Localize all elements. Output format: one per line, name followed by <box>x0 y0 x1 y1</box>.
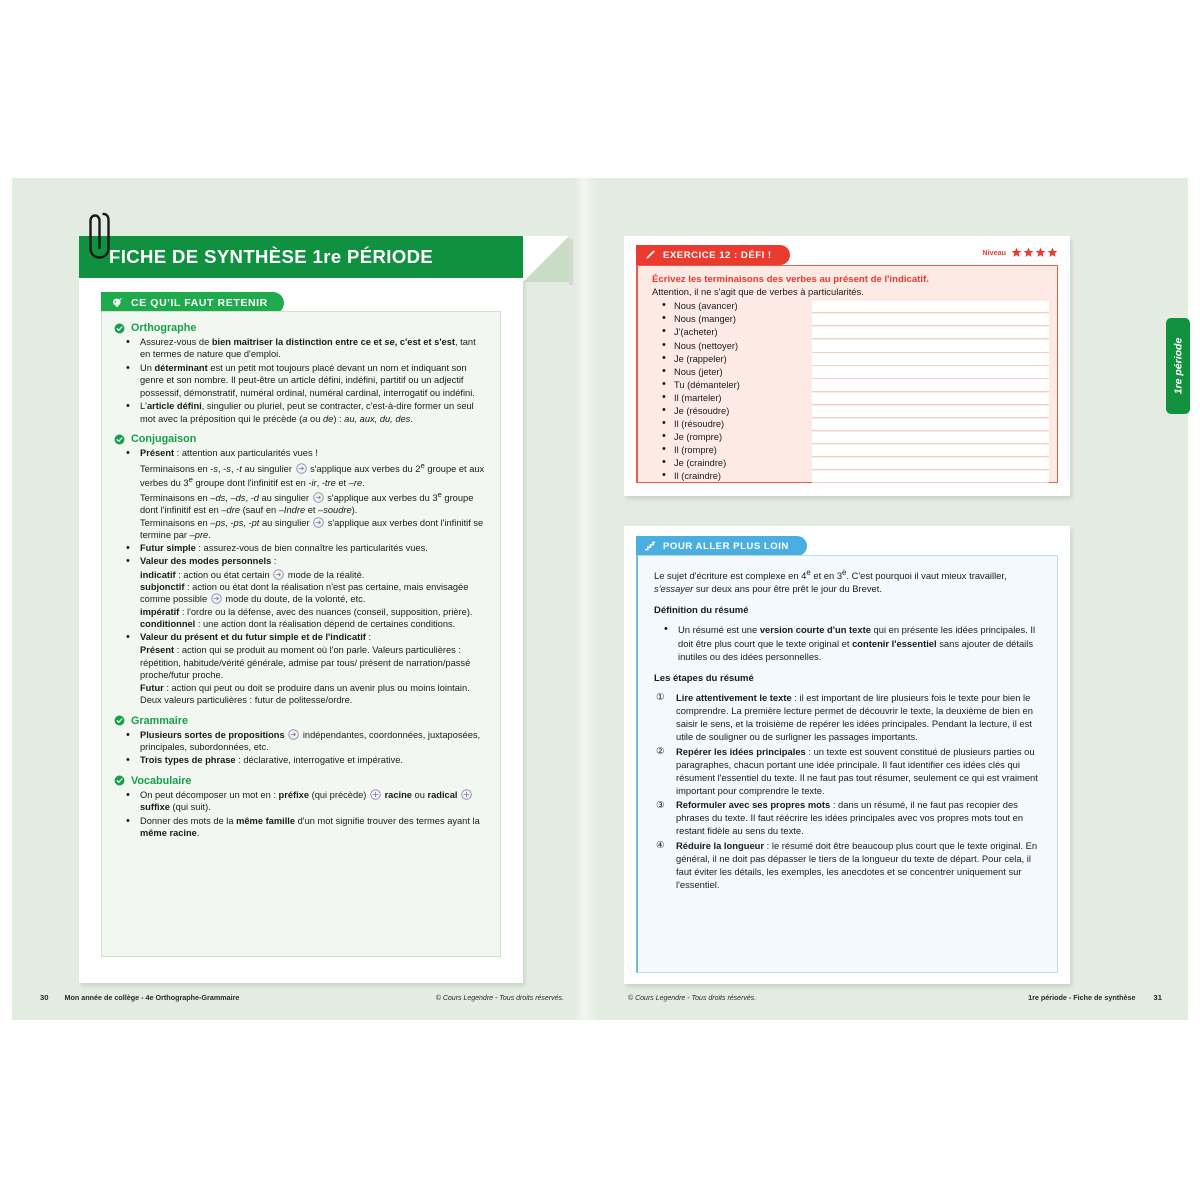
arrow-circle-icon <box>273 569 284 580</box>
exercise-answer-field[interactable] <box>812 340 1049 352</box>
exercise-card <box>624 236 1070 496</box>
synthesis-banner <box>79 236 523 278</box>
arrow-circle-icon <box>313 492 324 503</box>
star-rating <box>1011 247 1058 258</box>
continuation-line: impératif : l'ordre ou la défense, avec des nuances (conseil, supposition, prière). <box>140 606 473 617</box>
right-page <box>600 178 1188 1020</box>
exercise-row <box>652 470 1049 483</box>
retenir-section <box>114 775 488 840</box>
continuation-line: conditionnel : une action dont la réalisation dépend de certaines conditions. <box>140 619 456 630</box>
section-title-label: Orthographe <box>131 322 197 334</box>
exercise-item-label: • Il (rompre) <box>652 444 812 457</box>
exercise-item-label: • Nous (nettoyer) <box>652 340 812 353</box>
section-title <box>114 433 488 445</box>
exercise-item-label: • Il (craindre) <box>652 470 812 483</box>
section-title-label: Vocabulaire <box>131 774 192 787</box>
exercise-row <box>652 405 1049 418</box>
pal-step-number: ② <box>656 746 665 758</box>
side-tab-label: 1re période <box>1172 337 1185 395</box>
exercise-row <box>652 300 1049 313</box>
exercise-subinstruction: Attention, il ne s'agit que de verbes à particularités. <box>652 286 864 298</box>
bullet-item: • Trois types de phrase : déclarative, interrogative et impérative. <box>114 754 488 766</box>
section-title <box>114 775 488 787</box>
right-page-number: 31 <box>1153 993 1162 1002</box>
bullet-item: • Présent : attention aux particularités vues ! <box>114 447 488 459</box>
right-footer-copyright: © Cours Legendre - Tous droits réservés. <box>628 995 757 1002</box>
exercise-answer-field[interactable] <box>812 432 1049 444</box>
side-tab-periode[interactable] <box>1166 318 1190 414</box>
exercise-item-label: • Nous (avancer) <box>652 300 812 313</box>
star-icon <box>1023 247 1034 258</box>
left-page-number: 30 <box>40 993 49 1002</box>
pal-step-number: ① <box>656 692 665 704</box>
exercise-row <box>652 313 1049 326</box>
exercise-row <box>652 326 1049 339</box>
retenir-section <box>114 433 488 706</box>
retenir-card <box>79 278 523 983</box>
exercise-rows <box>652 300 1049 483</box>
exercise-tab-label: EXERCICE 12 : DÉFI ! <box>663 249 772 261</box>
section-title <box>114 322 488 334</box>
bullet-item: • Valeur des modes personnels : <box>114 555 488 567</box>
exercise-answer-field[interactable] <box>812 393 1049 405</box>
pal-heading-2: Les étapes du résumé <box>654 672 754 684</box>
exercise-answer-field[interactable] <box>812 314 1049 326</box>
banner-fold-edge <box>569 239 573 285</box>
section-title-label: Conjugaison <box>131 433 197 446</box>
retenir-tab-label: CE QU'IL FAUT RETENIR <box>131 297 268 309</box>
book-spread <box>12 178 1188 1020</box>
exercise-row <box>652 366 1049 379</box>
exercise-item-label: • Je (craindre) <box>652 457 812 470</box>
star-icon <box>1035 247 1046 258</box>
bullet-item: • Plusieurs sortes de propositions indépendantes, coordonnées, juxtaposées, principales, subordonnées, etc. <box>114 729 488 754</box>
retenir-section <box>114 322 488 425</box>
pal-heading-1: Définition du résumé <box>654 605 749 617</box>
bullet-item: • Valeur du présent et du futur simple et de l'indicatif : <box>114 631 488 643</box>
check-circle-icon <box>114 434 125 445</box>
exercise-instruction: Écrivez les terminaisons des verbes au présent de l'indicatif. <box>652 274 929 285</box>
continuation-line: Présent : action qui se produit au moment où l'on parle. Valeurs particulières : répétition, habitude/vérité générale, admise par tous/ présent de narration/passé proche/futur proche. <box>140 645 471 681</box>
arrow-circle-icon <box>211 593 222 604</box>
page-title: FICHE DE SYNTHÈSE 1re PÉRIODE <box>109 246 434 267</box>
exercise-row <box>652 353 1049 366</box>
continuation-line: indicatif : action ou état certain mode de la réalité. <box>140 569 365 580</box>
continuation-line: Terminaisons en –ds, –ds, -d au singulier s'applique aux verbes du 3e groupe dont l'infinitif est en –dre (sauf en –Indre et –soudre). <box>140 489 474 516</box>
exercise-item-label: • Je (rompre) <box>652 431 812 444</box>
exercise-answer-field[interactable] <box>812 379 1049 391</box>
paperclip-icon <box>85 208 111 262</box>
pal-intro: Le sujet d'écriture est complexe en 4e et en 3e. C'est pourquoi il vaut mieux travailler, s'essayer sur deux ans pour être prêt le jour du Brevet. <box>654 568 1007 595</box>
arrow-circle-icon <box>313 517 324 528</box>
bullet-item: • Un déterminant est un petit mot toujours placé devant un nom et indiquant son genre et son nombre. Il peut-être un article défini, indéfini, partitif ou un adjectif possessif, démonstratif, numéral ordinal, numéral cardinal, interrogatif ou indéfini. <box>114 362 488 399</box>
left-page <box>12 178 600 1020</box>
exercise-tab <box>636 245 790 265</box>
retenir-section <box>114 715 488 767</box>
left-footer <box>40 993 239 1002</box>
left-footer-copyright: © Cours Legendre - Tous droits réservés. <box>435 995 564 1002</box>
exercise-answer-field[interactable] <box>812 353 1049 365</box>
check-circle-icon <box>114 715 125 726</box>
pal-step: ③ Reformuler avec ses propres mots : dans un résumé, il ne faut pas recopier des phrases du texte. Il faut réécrire les idées principales avec vos propres mots tout en restant fidèle au sens du texte. <box>656 799 1024 837</box>
exercise-item-label: • Il (marteler) <box>652 392 812 405</box>
exercise-item-label: • J'(acheter) <box>652 326 812 339</box>
bullet-item: • L'article défini, singulier ou pluriel, peut se contracter, c'est-à-dire former un seul mot avec la préposition qui le précède (a ou de) : au, aux, du, des. <box>114 400 488 425</box>
section-title-label: Grammaire <box>131 714 189 727</box>
right-footer <box>1028 993 1162 1002</box>
pal-tab-label: POUR ALLER PLUS LOIN <box>663 540 789 552</box>
exercise-item-label: • Nous (manger) <box>652 313 812 326</box>
exercise-answer-field[interactable] <box>812 471 1049 483</box>
bullet-item: • Futur simple : assurez-vous de bien connaître les particularités vues. <box>114 542 488 554</box>
pal-step-number: ③ <box>656 799 665 811</box>
plus-circle-icon <box>370 789 381 800</box>
pal-definition: • Un résumé est une version courte d'un texte qui en présente les idées principales. Il doit être plus court que le texte original et contenir l'essentiel sans ajouter de détails inutiles ou des idées personnelles. <box>654 623 1043 662</box>
exercise-item-label: • Je (résoudre) <box>652 405 812 418</box>
pal-tab <box>636 536 807 557</box>
star-icon <box>1047 247 1058 258</box>
pencil-icon <box>644 249 656 261</box>
exercise-row <box>652 392 1049 405</box>
exercise-answer-field[interactable] <box>812 327 1049 339</box>
continuation-line: Terminaisons en -s, -s, -t au singulier s'applique aux verbes du 2e groupe et aux verbes du 3e groupe dont l'infinitif est en -ir, -tre et –re. <box>140 460 485 489</box>
exercise-item-label: • Tu (démanteler) <box>652 379 812 392</box>
exercise-row <box>652 457 1049 470</box>
exercise-row <box>652 339 1049 352</box>
difficulty-level <box>982 247 1058 258</box>
check-circle-icon <box>114 775 125 786</box>
retenir-sections <box>114 322 488 840</box>
arrow-circle-icon <box>288 729 299 740</box>
bullet-item: • Donner des mots de la même famille d'un mot signifie trouver des termes ayant la même racine. <box>114 815 488 840</box>
stairs-icon <box>644 540 656 552</box>
bullet-item: • Assurez-vous de bien maîtriser la distinction entre ce et se, c'est et s'est, tant en termes de nature que d'emploi. <box>114 336 488 361</box>
pal-body <box>636 555 1058 973</box>
exercise-row <box>652 379 1049 392</box>
section-title <box>114 715 488 727</box>
check-circle-icon <box>114 323 125 334</box>
exercise-answer-field[interactable] <box>812 458 1049 470</box>
niveau-label: Niveau <box>982 248 1006 257</box>
exercise-answer-field[interactable] <box>812 366 1049 378</box>
banner-fold-corner <box>523 236 569 282</box>
exercise-answer-field[interactable] <box>812 406 1049 418</box>
exercise-row <box>652 431 1049 444</box>
exercise-header <box>636 245 1060 265</box>
brain-head-icon <box>111 297 123 309</box>
pour-aller-plus-loin-card <box>624 526 1070 984</box>
pal-step-number: ④ <box>656 840 665 852</box>
exercise-body <box>636 265 1058 483</box>
exercise-answer-field[interactable] <box>812 301 1049 313</box>
bullet-item: • On peut décomposer un mot en : préfixe (qui précède) racine ou radical suffixe (qui suit). <box>114 789 488 814</box>
pal-steps <box>654 691 1043 891</box>
retenir-content-box <box>101 311 501 957</box>
exercise-item-label: • Il (résoudre) <box>652 418 812 431</box>
continuation-line: Terminaisons en –ps, -ps, -pt au singulier s'applique aux verbes dont l'infinitif se termine par –pre. <box>140 517 484 541</box>
exercise-row <box>652 444 1049 457</box>
star-icon <box>1011 247 1022 258</box>
plus-circle-icon <box>461 789 472 800</box>
continuation-line: Futur : action qui peut ou doit se produire dans un avenir plus ou moins lointain. Deux valeurs particulières : futur de politesse/ordre. <box>140 682 470 706</box>
exercise-item-label: • Je (rappeler) <box>652 353 812 366</box>
exercise-answer-field[interactable] <box>812 419 1049 431</box>
right-footer-title: 1re période - Fiche de synthèse <box>1028 993 1136 1002</box>
pal-step: ④ Réduire la longueur : le résumé doit être beaucoup plus court que le texte original. En général, il ne doit pas dépasser le tiers de la longueur du texte de départ. Pour cela, il faut éviter les détails, les exemples, les anecdotes et se concentrer uniquement sur l'essentiel. <box>656 839 1038 891</box>
left-footer-title: Mon année de collège - 4e Orthographe-Grammaire <box>64 993 240 1002</box>
arrow-circle-icon <box>296 463 307 474</box>
exercise-answer-field[interactable] <box>812 445 1049 457</box>
pal-step: ② Repérer les idées principales : un texte est souvent constitué de plusieurs parties ou paragraphes, chacun portant une idée principale. Il faut identifier ces idées clés qui résument l'essentiel du texte. Il ne faut pas tout résumer, seulement ce qui est vraiment important pour comprendre le texte. <box>656 745 1038 796</box>
exercise-row <box>652 418 1049 431</box>
continuation-line: subjonctif : action ou état dont la réalisation n'est pas certaine, mais envisagée comme possible mode du doute, de la volonté, etc. <box>140 581 469 605</box>
exercise-item-label: • Nous (jeter) <box>652 366 812 379</box>
pal-step: ① Lire attentivement le texte : il est important de lire plusieurs fois le texte pour bien le comprendre. La première lecture permet de découvrir le texte, la deuxième de bien en saisir le sens, et la troisième de repérer les idées principales. Pendant la lecture, il est utile de souligner ou de surligner les passages importants. <box>656 691 1033 743</box>
